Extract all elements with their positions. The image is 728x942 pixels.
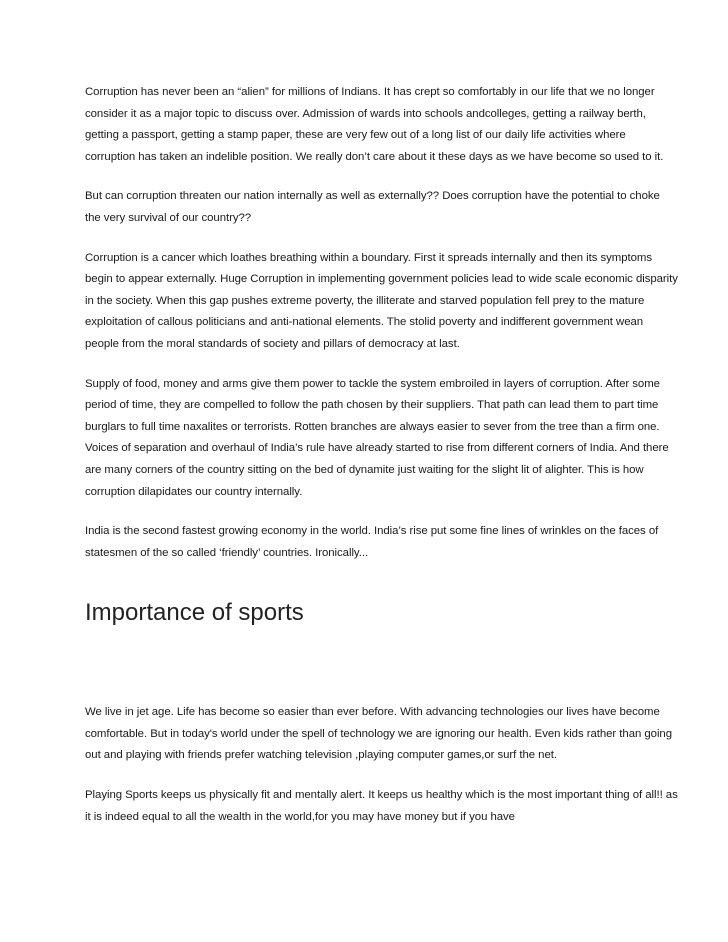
paragraph: Supply of food, money and arms give them power to tackle the system embroiled in layers of corruption. After some period of time, they are compelled to follow the path chosen by their suppliers. That path can lead them to part time burglars to full time naxalites or terrorists. Rotten branches are always easier to sever from the tree than a firm one. Voices of separation and overhaul of India’s rule have already started to rise from different corners of India. And there are many corners of the country sitting on the bed of dynamite just waiting for the slight lit of alighter. This is how corruption dilapidates our country internally. xyxy=(85,377,669,498)
paragraph: We live in jet age. Life has become so easier than ever before. With advancing technologies our lives have become comfortable. But in today's world under the spell of technology we are ignoring our health. Even kids rather than going out and playing with friends prefer watching television ,playing computer games,or surf the net. xyxy=(85,706,672,762)
paragraph: Corruption is a cancer which loathes breathing within a boundary. First it spreads internally and then its symptoms begin to appear externally. Huge Corruption in implementing government policies lead to wide scale economic disparity in the society. When this gap pushes extreme poverty, the illiterate and starved population fell prey to the mature exploitation of callous politicians and anti-national elements. The stolid poverty and indifferent government wean people from the moral standards of society and pillars of democracy at last. xyxy=(85,251,678,350)
paragraph: Corruption has never been an “alien” for millions of Indians. It has crept so comfortably in our life that we no longer consider it as a major topic to discuss over. Admission of wards into schools andcolleges, getting a railway berth, getting a passport, getting a stamp paper, these are very few out of a long list of our daily life activities where corruption has taken an indelible position. We really don’t care about it these days as we have become so used to it. xyxy=(85,86,664,163)
paragraph: But can corruption threaten our nation internally as well as externally?? Does corruption have the potential to choke the very survival of our country?? xyxy=(85,190,660,224)
paragraph: India is the second fastest growing economy in the world. India’s rise put some fine lines of wrinkles on the faces of statesmen of the so called ‘friendly’ countries. Ironically... xyxy=(85,525,659,559)
article-corruption xyxy=(85,82,678,564)
paragraph: Playing Sports keeps us physically fit and mentally alert. It keeps us healthy which is the most important thing of all!! as it is indeed equal to all the wealth in the world,for you may have money but if you have xyxy=(85,789,678,823)
article-sports xyxy=(85,702,678,828)
section-heading: Importance of sports xyxy=(85,599,304,627)
